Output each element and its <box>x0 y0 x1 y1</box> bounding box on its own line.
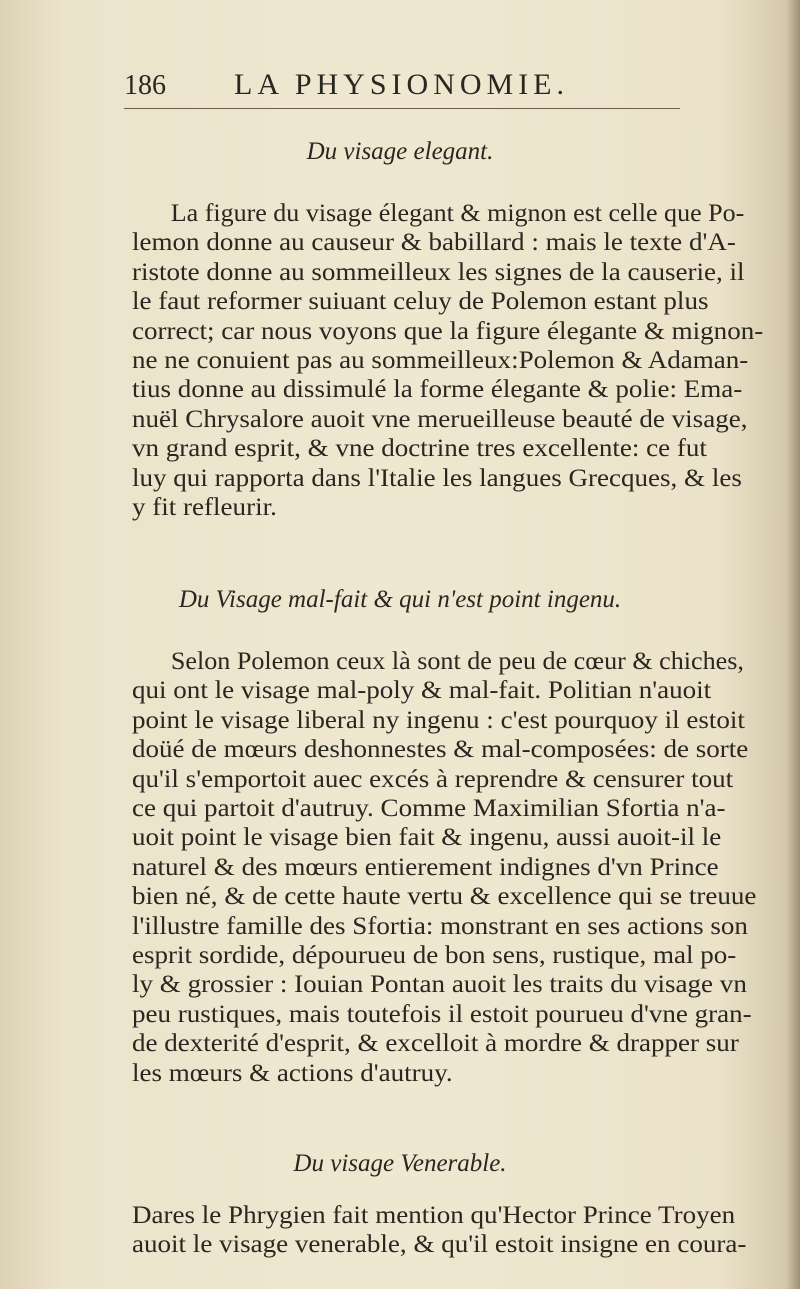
running-title: LA PHYSIONOMIE. <box>234 68 570 101</box>
page-number: 186 <box>124 70 166 101</box>
text-line: qu'il s'emportoit auec excés à reprendre & censurer tout <box>132 763 734 793</box>
header-rule <box>124 108 680 109</box>
section-title-elegant: Du visage elegant. <box>306 138 494 165</box>
text-line: esprit sordide, dépourueu de bon sens, rustique, mal po- <box>132 940 737 970</box>
text-line: point le visage liberal ny ingenu : c'est pourquoy il estoit <box>132 704 745 734</box>
section-body-elegant <box>132 198 792 521</box>
section-title-mal-fait: Du Visage mal-fait & qui n'est point ingenu. <box>178 586 622 613</box>
text-line: ne ne conuient pas au sommeilleux:Polemon & Adaman- <box>132 345 749 375</box>
running-header <box>124 68 684 112</box>
text-line: luy qui rapporta dans l'Italie les langues Grecques, & les <box>132 462 742 492</box>
section-body-mal-fait <box>132 646 792 1087</box>
text-line: Selon Polemon ceux là sont de peu de cœur & chiches, <box>170 646 744 675</box>
section-title-venerable: Du visage Venerable. <box>293 1150 507 1177</box>
text-line: qui ont le visage mal-poly & mal-fait. Politian n'auoit <box>132 675 712 705</box>
text-line: La figure du visage élegant & mignon est celle que Po- <box>170 198 745 227</box>
text-line: naturel & des mœurs entierement indignes d'vn Prince <box>132 851 719 881</box>
text-line: ce qui partoit d'autruy. Comme Maximilian Sfortia n'a- <box>132 793 726 823</box>
text-line: Dares le Phrygien fait mention qu'Hector Prince Troyen <box>132 1200 736 1229</box>
section-body-venerable <box>132 1200 792 1259</box>
text-line: ly & grossier : Iouian Pontan auoit les traits du visage vn <box>132 969 747 999</box>
text-line: vn grand esprit, & vne doctrine tres excellente: ce fut <box>132 433 707 463</box>
text-line: y fit refleurir. <box>132 492 277 522</box>
text-line: le faut reformer suiuant celuy de Polemon estant plus <box>132 286 709 316</box>
text-line: uoit point le visage bien fait & ingenu, aussi auoit-il le <box>132 822 722 852</box>
text-line: les mœurs & actions d'autruy. <box>132 1057 453 1087</box>
text-line: auoit le visage venerable, & qu'il estoit insigne en coura- <box>132 1229 747 1259</box>
text-line: peu rustiques, mais toutefois il estoit pourueu d'vne gran- <box>132 998 752 1028</box>
text-line: nuël Chrysalore auoit vne merueilleuse beauté de visage, <box>132 403 748 433</box>
text-line: tius donne au dissimulé la forme élegante & polie: Ema- <box>132 374 743 404</box>
text-line: correct; car nous voyons que la figure élegante & mignon- <box>132 315 764 345</box>
page-edge-shadow <box>786 0 800 1289</box>
text-line: de dexterité d'esprit, & excelloit à mordre & drapper sur <box>132 1028 739 1058</box>
text-line: doüé de mœurs deshonnestes & mal-composées: de sorte <box>132 734 749 764</box>
text-line: ristote donne au sommeilleux les signes de la causerie, il <box>132 256 745 286</box>
text-line: bien né, & de cette haute vertu & excellence qui se treuue <box>132 881 757 911</box>
text-line: lemon donne au causeur & babillard : mais le texte d'A- <box>132 227 736 257</box>
text-line: l'illustre famille des Sfortia: monstrant en ses actions son <box>132 910 748 940</box>
